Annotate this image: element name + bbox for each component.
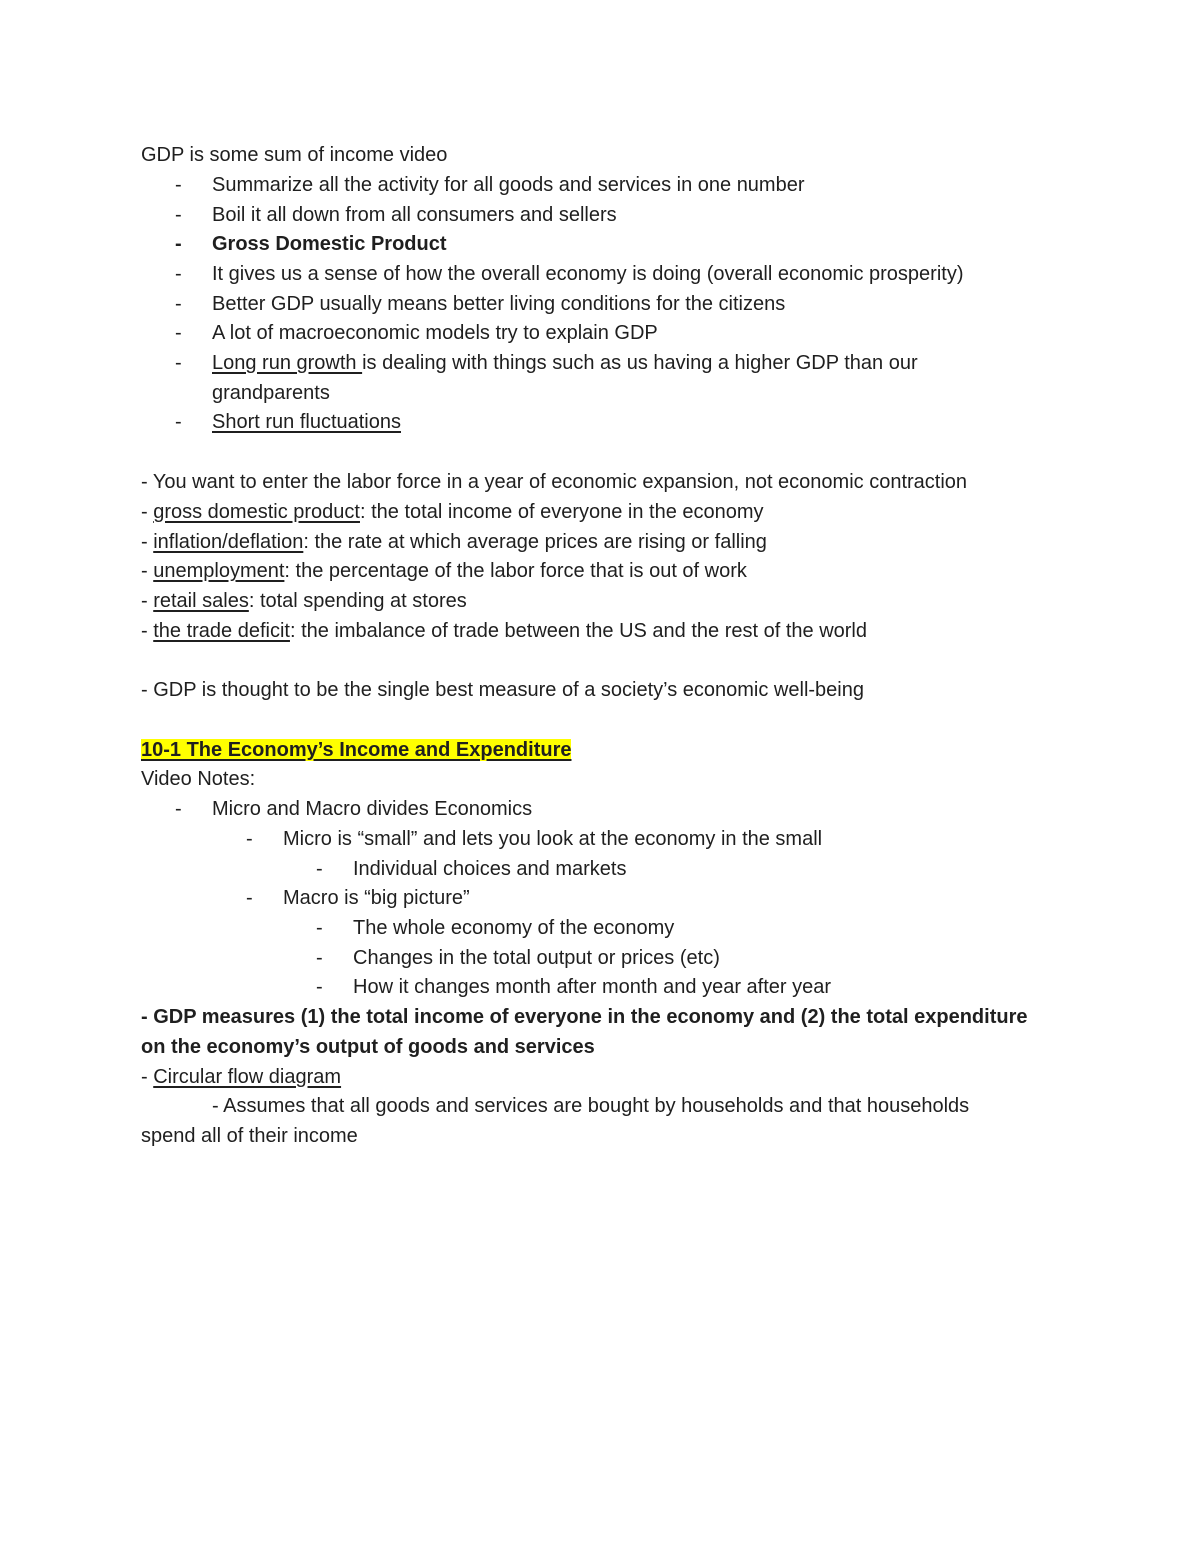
intro-bullet: A lot of macroeconomic models try to explain GDP <box>212 322 658 344</box>
indicator-term: retail sales <box>153 590 249 612</box>
indicator-term: the trade deficit <box>153 620 290 642</box>
indicator-def: : the total income of everyone in the economy <box>359 501 764 523</box>
intro-heading: GDP is some sum of income video <box>141 144 448 166</box>
indicator-item: - gross domestic product: the total income of everyone in the economy <box>141 501 764 523</box>
intro-bullet: Summarize all the activity for all goods and services in one number <box>212 174 805 196</box>
long-run-term: Long run growth <box>212 352 363 374</box>
indicator-def: : the imbalance of trade between the US and the rest of the world <box>289 620 867 642</box>
intro-bullet-bold: Gross Domestic Product <box>212 233 447 255</box>
bullet-dash: - <box>175 798 182 820</box>
bullet-dash: - <box>246 828 253 850</box>
bullet-dash: - <box>316 917 323 939</box>
long-run-line <box>212 348 918 378</box>
assumes-line: - Assumes that all goods and services are bought by households and that households <box>212 1095 970 1117</box>
indicator-def: : the rate at which average prices are rising or falling <box>303 531 767 553</box>
section-title-highlight: 10-1 The Economy’s Income and Expenditure <box>141 739 572 761</box>
labor-force-line: - You want to enter the labor force in a year of economic expansion, not economic contraction <box>141 471 968 493</box>
circular-flow-line: - Circular flow diagram <box>141 1066 342 1088</box>
notes-level-3: Individual choices and markets <box>353 858 627 880</box>
long-run-text: is dealing with things such as us having a higher GDP than our <box>362 352 918 374</box>
gdp-measures-text: GDP measures (1) the total income of everyone in the economy and (2) the total expenditure <box>153 1006 1028 1028</box>
bullet-dash: - <box>316 947 323 969</box>
notes-level-1: Micro and Macro divides Economics <box>212 798 533 820</box>
gdp-measure-line: - GDP is thought to be the single best measure of a society’s economic well-being <box>141 679 864 701</box>
indicator-def: : the percentage of the labor force that is out of work <box>284 560 747 582</box>
indicator-term: unemployment <box>153 560 285 582</box>
bullet-dash: - <box>175 293 182 315</box>
indicator-def: : total spending at stores <box>248 590 467 612</box>
indicator-item: - the trade deficit: the imbalance of trade between the US and the rest of the world <box>141 620 867 642</box>
bullet-dash: - <box>175 352 182 374</box>
assumes-line-continued: spend all of their income <box>141 1125 358 1147</box>
short-run-term: Short run fluctuations <box>212 411 401 433</box>
gdp-measures-bold-continued: on the economy’s output of goods and services <box>141 1036 595 1058</box>
circular-flow-term: Circular flow diagram <box>153 1066 342 1088</box>
bullet-dash: - <box>175 174 182 196</box>
notes-level-2: Micro is “small” and lets you look at the economy in the small <box>283 828 823 850</box>
section-title <box>141 735 571 765</box>
notes-level-2: Macro is “big picture” <box>283 887 470 909</box>
gdp-measures-bold: - GDP measures (1) the total income of everyone in the economy and (2) the total expenditure <box>141 1006 1028 1028</box>
intro-bullet: Boil it all down from all consumers and sellers <box>212 204 617 226</box>
video-notes-label: Video Notes: <box>141 768 256 790</box>
long-run-text-continued: grandparents <box>212 382 330 404</box>
intro-bullet: Better GDP usually means better living conditions for the citizens <box>212 293 786 315</box>
indicator-term: gross domestic product <box>153 501 360 523</box>
bullet-dash: - <box>175 263 182 285</box>
indicator-term: inflation/deflation <box>153 531 304 553</box>
bullet-dash: - <box>175 322 182 344</box>
bullet-dash: - <box>175 233 182 255</box>
bullet-dash: - <box>316 858 323 880</box>
notes-level-3: How it changes month after month and year after year <box>353 976 832 998</box>
notes-level-3: The whole economy of the economy <box>353 917 675 939</box>
bullet-dash: - <box>246 887 253 909</box>
intro-bullet: It gives us a sense of how the overall economy is doing (overall economic prosperity) <box>212 263 964 285</box>
indicator-item: - unemployment: the percentage of the labor force that is out of work <box>141 560 747 582</box>
bullet-dash: - <box>316 976 323 998</box>
bullet-dash: - <box>175 411 182 433</box>
notes-level-3: Changes in the total output or prices (etc) <box>353 947 720 969</box>
indicator-item: - inflation/deflation: the rate at which average prices are rising or falling <box>141 531 767 553</box>
indicator-item: - retail sales: total spending at stores <box>141 590 467 612</box>
bullet-dash: - <box>175 204 182 226</box>
